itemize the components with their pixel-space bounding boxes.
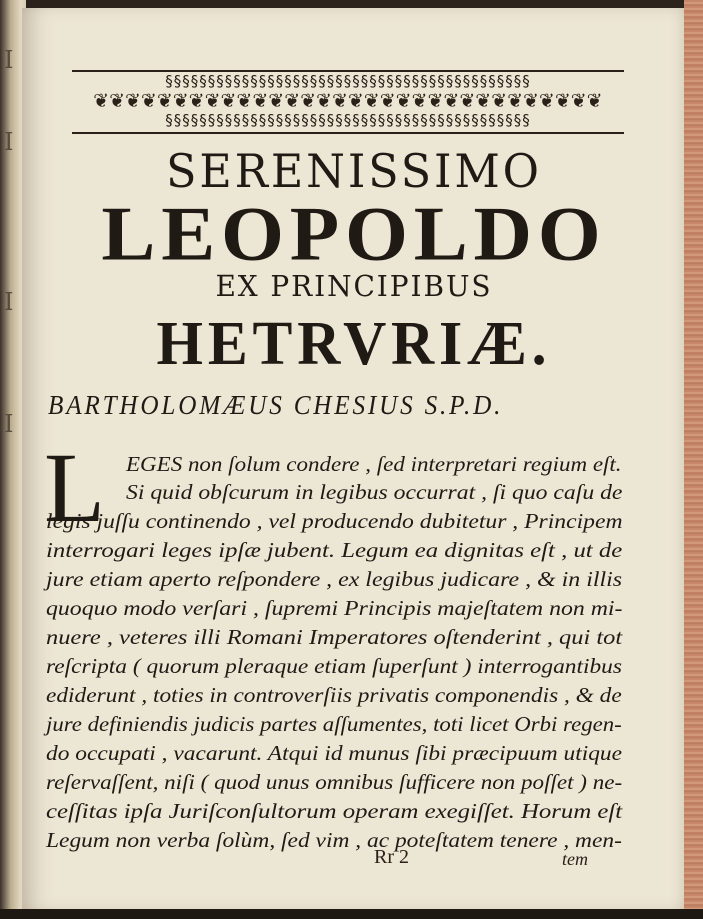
body-line: quoquo modo verſari , ſupremi Principis majeſtatem non mi-: [46, 596, 623, 620]
body-line: EGES non ſolum condere , ſed interpretari regium eſt.: [126, 452, 622, 476]
body-line: Legum non verba ſolùm, ſed vim , ac poteſtatem tenere , men-: [46, 828, 622, 852]
catchword: tem: [562, 849, 588, 869]
body-line: ceſſitas ipſa Juriſconſultorum operam exegiſſet. Horum eſt: [46, 799, 623, 823]
title-dedicatee-name: LEOPOLDO: [101, 191, 607, 277]
headpiece-ornament: [72, 70, 624, 134]
title-dedicatee-region: HETRVRIÆ.: [156, 310, 552, 378]
previous-page-letter: I: [4, 410, 14, 438]
ornament-row-top: §§§§§§§§§§§§§§§§§§§§§§§§§§§§§§§§§§§§§§§§§§§: [165, 74, 531, 89]
previous-page-letter: I: [4, 128, 14, 156]
title-dedicatee-honorific: SERENISSIMO: [166, 144, 542, 198]
signature-mark: Rr 2: [374, 846, 409, 868]
body-line: interrogari leges ipſæ jubent. Legum ea dignitas eſt , ut de: [46, 538, 623, 562]
body-line: reſervaſſent, niſi ( quod unus omnibus ſufficere non poſſet ) ne-: [46, 770, 623, 794]
body-line: nuere , veteres illi Romani Imperatores oſtenderint , qui tot: [46, 625, 623, 649]
body-line: do occupati , vacarunt. Atqui id munus ſibi præcipuum utique: [46, 741, 622, 765]
book-page: [22, 8, 686, 910]
body-line: jure etiam aperto reſpondere , ex legibus judicare , & in illis: [46, 567, 623, 591]
background-bottom: [0, 909, 703, 919]
previous-page-letter: I: [4, 288, 14, 316]
body-line: jure definiendis judicis partes aſſumentes, toti licet Orbi regen-: [46, 712, 622, 736]
salutation-line: BARTHOLOMÆUS CHESIUS S.P.D.: [48, 390, 504, 420]
page-fore-edge: [684, 0, 703, 919]
body-line: Si quid obſcurum in legibus occurrat , ſi quo caſu de: [126, 480, 623, 504]
drop-cap-initial: L: [44, 432, 106, 543]
previous-page-letter: I: [4, 46, 14, 74]
body-line: legis juſſu continendo , vel producendo dubitetur , Principem: [46, 509, 623, 533]
title-dedicatee-lineage: EX PRINCIPIBUS: [215, 269, 493, 303]
ornament-row-middle: ❦❦❦❦❦❦❦❦❦❦❦❦❦❦❦❦❦❦❦❦❦❦❦❦❦❦❦❦❦❦❦❦: [93, 92, 603, 111]
body-line: ediderunt , toties in controverſiis privatis componendis , & de: [46, 683, 622, 707]
body-line: reſcripta ( quorum pleraque etiam ſuperſunt ) interrogantibus: [46, 654, 622, 678]
ornament-row-bottom: §§§§§§§§§§§§§§§§§§§§§§§§§§§§§§§§§§§§§§§§§§§: [165, 113, 531, 128]
